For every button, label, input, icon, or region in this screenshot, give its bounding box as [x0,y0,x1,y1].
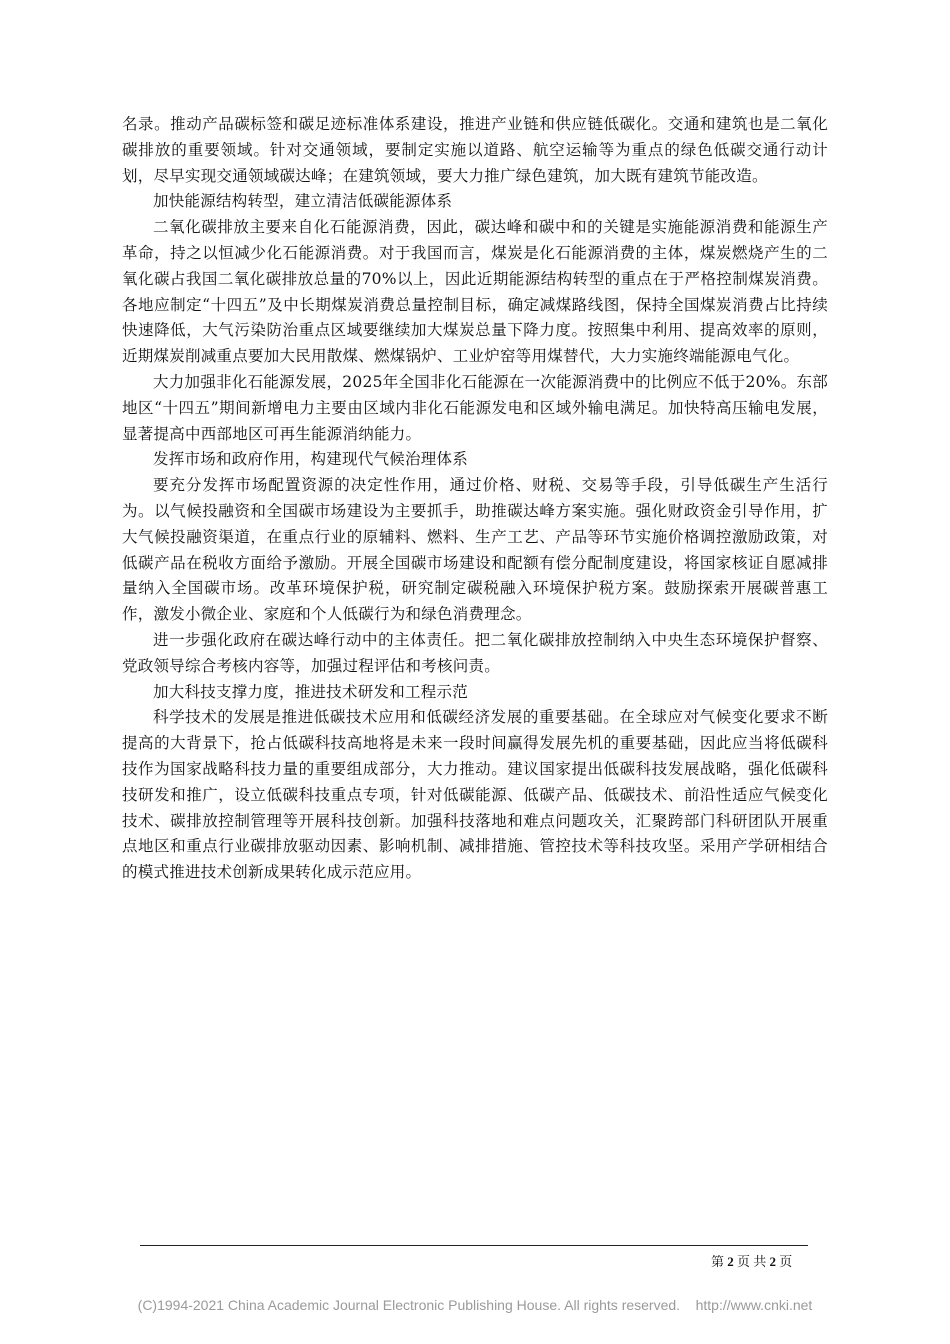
page-current: 2 [727,1254,734,1269]
article-body [122,112,828,886]
page-suffix: 页 [779,1254,793,1269]
paragraph: 名录。推动产品碳标签和碳足迹标准体系建设，推进产业链和供应链低碳化。交通和建筑也是二氧化碳排放的重要领域。针对交通领域，要制定实施以道路、航空运输等为重点的绿色低碳交通行动计划，尽早实现交通领域碳达峰；在建筑领域，要大力推广绿色建筑，加大既有建筑节能改造。 [122,115,828,185]
paragraph: 二氧化碳排放主要来自化石能源消费，因此，碳达峰和碳中和的关键是实施能源消费和能源生产革命，持之以恒减少化石能源消费。对于我国而言，煤炭是化石能源消费的主体，煤炭燃烧产生的二氧化碳占我国二氧化碳排放总量的70%以上，因此近期能源结构转型的重点在于严格控制煤炭消费。各地应制定“十四五”及中长期煤炭消费总量控制目标，确定减煤路线图，保持全国煤炭消费占比持续快速降低，大气污染防治重点区域要继续加大煤炭总量下降力度。按照集中利用、提高效率的原则，近期煤炭削减重点要加大民用散煤、燃煤锅炉、工业炉窑等用煤替代，大力实施终端能源电气化。 [122,218,828,366]
copyright-notice: (C)1994-2021 China Academic Journal Electronic Publishing House. All rights reserved. http://www.cnki.net [137,1297,813,1313]
section-heading: 发挥市场和政府作用，构建现代气候治理体系 [153,450,469,469]
paragraph: 要充分发挥市场配置资源的决定性作用，通过价格、财税、交易等手段，引导低碳生产生活行为。以气候投融资和全国碳市场建设为主要抓手，助推碳达峰方案实施。强化财政资金引导作用，扩大气候投融资渠道，在重点行业的原辅料、燃料、生产工艺、产品等环节实施价格调控激励政策，对低碳产品在税收方面给予激励。开展全国碳市场建设和配额有偿分配制度建设，将国家核证自愿减排量纳入全国碳市场。改革环境保护税，研究制定碳税融入环境保护税方案。鼓励探索开展碳普惠工作，激发小微企业、家庭和个人低碳行为和绿色消费理念。 [122,476,828,624]
page-prefix: 第 [711,1254,725,1269]
page-mid: 页 共 [737,1254,767,1269]
section-heading: 加大科技支撑力度，推进技术研发和工程示范 [153,682,469,701]
page-total: 2 [769,1254,777,1269]
section-heading: 加快能源结构转型，建立清洁低碳能源体系 [153,192,453,211]
page-number [711,1251,792,1270]
paragraph: 科学技术的发展是推进低碳技术应用和低碳经济发展的重要基础。在全球应对气候变化要求不断提高的大背景下，抢占低碳科技高地将是未来一段时间赢得发展先机的重要基础，因此应当将低碳科技作为国家战略科技力量的重要组成部分，大力推动。建议国家提出低碳科技发展战略，强化低碳科技研发和推广，设立低碳科技重点专项，针对低碳能源、低碳产品、低碳技术、前沿性适应气候变化技术、碳排放控制管理等开展科技创新。加强科技落地和难点问题攻关，汇聚跨部门科研团队开展重点地区和重点行业碳排放驱动因素、影响机制、减排措施、管控技术等科技攻坚。采用产学研相结合的模式推进技术创新成果转化成示范应用。 [122,708,828,882]
paragraph: 进一步强化政府在碳达峰行动中的主体责任。把二氧化碳排放控制纳入中央生态环境保护督察、党政领导综合考核内容等，加强过程评估和考核问责。 [122,630,828,675]
paragraph: 大力加强非化石能源发展，2025年全国非化石能源在一次能源消费中的比例应不低于20%。东部地区“十四五”期间新增电力主要由区域内非化石能源发电和区域外输电满足。加快特高压输电发展，显著提高中西部地区可再生能源消纳能力。 [122,372,828,443]
footer-divider [140,1245,808,1246]
